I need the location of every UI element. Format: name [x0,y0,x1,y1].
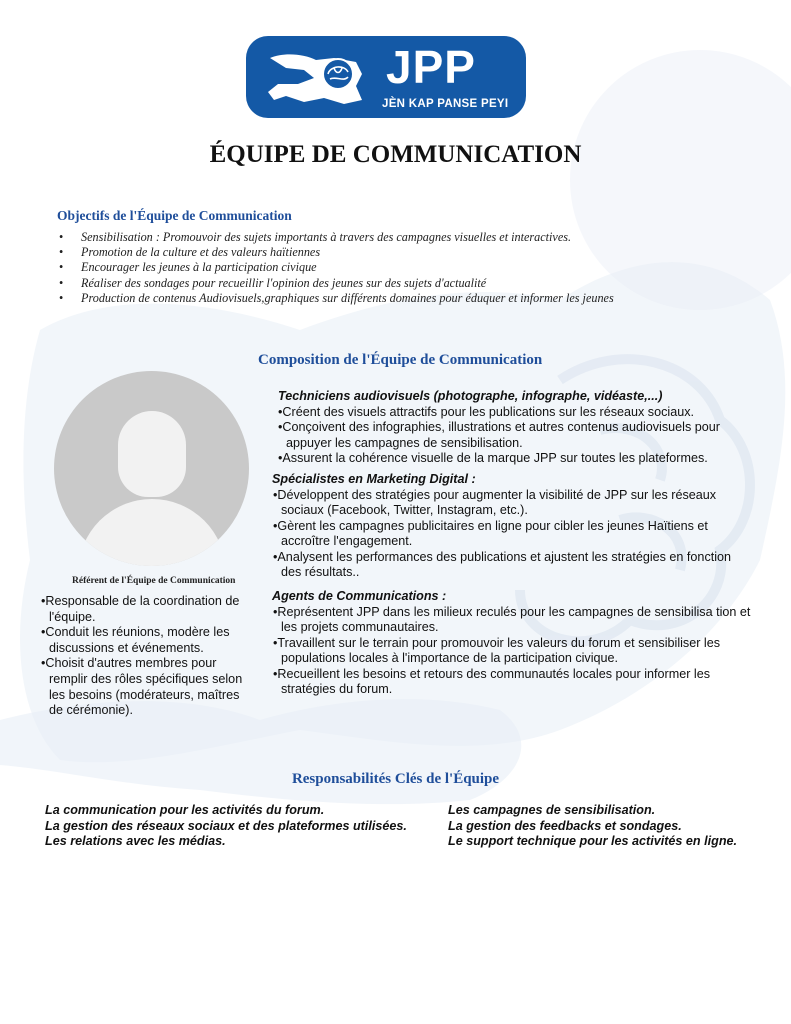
referent-item: •Responsable de la coordination de l'équipe. [41,594,240,624]
objective-item: • Encourager les jeunes à la participation civique [59,260,614,275]
role-item: •Conçoivent des infographies, illustrations et autres contenus audiovisuels pour appuyer les campagnes de sensibilisation. [278,420,720,450]
responsibility-item: La communication pour les activités du forum. [45,803,325,817]
responsibility-item: Le support technique pour les activités en ligne. [448,834,738,849]
logo-tagline: JÈN KAP PANSE PEYI [382,98,509,110]
objective-item: • Production de contenus Audiovisuels,graphiques sur différents domaines pour éduquer et informer les jeunes [59,291,614,306]
objective-item: • Promotion de la culture et des valeurs haïtiennes [59,245,614,260]
haiti-map-brain-icon [264,44,384,114]
avatar-placeholder [54,371,249,566]
referent-list [41,594,251,719]
role-item: •Recueillent les besoins et retours des communautés locales pour informer les stratégies du forum. [273,666,711,696]
responsibility-item: Les relations avec les médias. [45,834,226,849]
role-item: •Gèrent les campagnes publicitaires en ligne pour cibler les jeunes Haïtiens et accroître l'engagement. [273,518,708,548]
role-marketing [272,472,752,581]
role-item: •Créent des visuels attractifs pour les publications sur les réseaux sociaux. [278,404,694,419]
role-title: Spécialistes en Marketing Digital : [272,472,476,486]
referent-caption: Référent de l'Équipe de Communication [72,576,236,586]
objective-item: • Réaliser des sondages pour recueillir l'opinion des jeunes sur des sujets d'actualité [59,276,614,291]
avatar-head-shape [118,411,186,497]
responsibility-item: La gestion des réseaux sociaux et des plateformes utilisées. [45,818,407,833]
page-title: ÉQUIPE DE COMMUNICATION [209,141,582,168]
role-title: Agents de Communications : [272,589,447,603]
responsibilities-left-list [45,803,407,850]
role-item: •Analysent les performances des publications et ajustent les stratégies en fonction des résultats.. [273,549,732,579]
composition-heading: Composition de l'Équipe de Communication [258,352,543,368]
objectives-heading: Objectifs de l'Équipe de Communication [57,208,292,223]
role-item: •Travaillent sur le terrain pour promouvoir les valeurs du forum et sensibiliser les populations locales à l'importance de la participation civique. [273,635,721,665]
responsibilities-heading: Responsabilités Clés de l'Équipe [291,771,500,787]
jpp-logo [246,36,526,118]
logo-brand: JPP [386,41,476,93]
role-agents [272,589,752,698]
responsibility-item: La gestion des feedbacks et sondages. [448,818,682,833]
responsibility-item: Les campagnes de sensibilisation. [448,803,656,817]
referent-item: •Choisit d'autres membres pour remplir des rôles spécifiques selon les besoins (modérateurs, maîtres de cérémonie). [41,656,243,718]
role-title: Techniciens audiovisuels (photographe, infographe, vidéaste,...) [278,389,663,403]
referent-item: •Conduit les réunions, modère les discussions et événements. [41,625,230,655]
avatar-body-shape [78,499,226,566]
responsibilities-right-list [448,803,737,850]
role-item: •Développent des stratégies pour augmenter la visibilité de JPP sur les réseaux sociaux (Facebook, Twitter, Instagram, etc.). [273,487,717,517]
objectives-list [59,230,614,306]
role-item: •Représentent JPP dans les milieux reculés pour les campagnes de sensibilisa tion et les projets communautaires. [273,604,751,634]
role-item: •Assurent la cohérence visuelle de la marque JPP sur toutes les plateformes. [278,451,708,465]
objective-item: • Sensibilisation : Promouvoir des sujets importants à travers des campagnes visuelles et interactives. [59,230,614,245]
role-audiovisual [278,389,748,467]
